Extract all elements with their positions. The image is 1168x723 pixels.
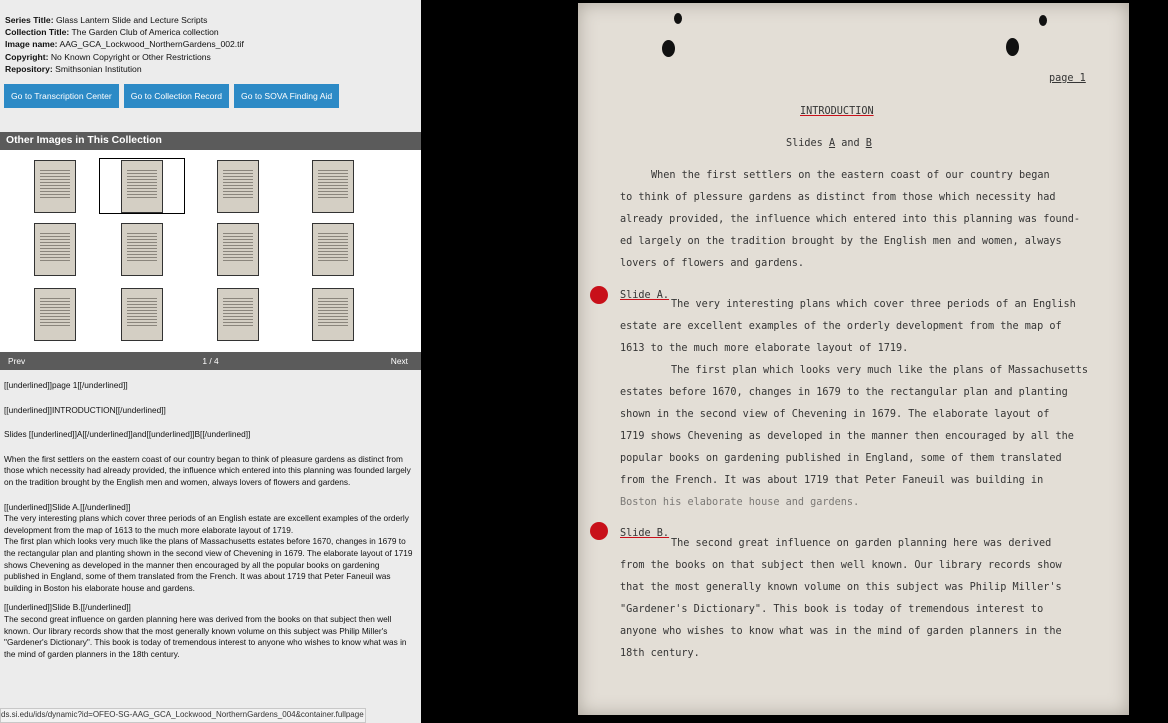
doc-line: The second great influence on garden planning here was derived <box>671 538 1052 549</box>
thumbnail-text-line <box>223 233 253 234</box>
thumbnail-text-line <box>40 239 70 240</box>
sova-finding-aid-button[interactable]: Go to SOVA Finding Aid <box>234 84 339 108</box>
thumbnail-text-line <box>40 313 70 314</box>
thumbnail-text-line <box>40 245 70 246</box>
doc-line: already provided, the influence which entered into this planning was found- <box>620 214 1081 225</box>
transcription-line: [[underlined]]page 1[[/underlined]] <box>4 380 128 390</box>
doc-line: popular books on gardening published in England, some of them translated <box>620 453 1062 464</box>
thumbnail-text-line <box>318 301 348 302</box>
thumbnail-text-line <box>127 191 157 192</box>
thumbnail-page-image <box>217 223 259 276</box>
thumbnail-text-line <box>127 251 157 252</box>
gallery-pager <box>0 352 421 370</box>
thumbnail-text-line <box>318 170 348 171</box>
thumbnail-text-line <box>318 257 348 258</box>
thumbnail-text-line <box>40 233 70 234</box>
image-name: Image name: AAG_GCA_Lockwood_NorthernGardens_002.tif <box>5 39 244 50</box>
thumbnail-text-line <box>40 197 70 198</box>
thumbnail-text-line <box>318 254 348 255</box>
thumbnail-text-line <box>223 194 253 195</box>
thumbnail-text-line <box>318 236 348 237</box>
thumbnail-text-line <box>40 248 70 249</box>
gallery-heading: Other Images in This Collection <box>0 132 421 150</box>
thumbnail-text-line <box>40 185 70 186</box>
thumbnail-text-line <box>223 325 253 326</box>
thumbnail-text-line <box>318 182 348 183</box>
thumbnail-text-line <box>223 260 253 261</box>
doc-slide-b-heading: Slide B. <box>620 528 670 539</box>
thumbnail-text-line <box>127 188 157 189</box>
next-page-button[interactable]: Next <box>390 356 408 366</box>
thumbnail-text-line <box>127 173 157 174</box>
transcription-paragraph: When the first settlers on the eastern coast of our country began to think of pleasure gardens as distinct from those which necessity had already provided, the influence which entered into this planning was founded largely on the tradition brought by the English men and women, always lovers of flowers and gardens. <box>4 453 411 487</box>
thumbnail-text-line <box>318 191 348 192</box>
thumbnail-text-line <box>318 313 348 314</box>
thumbnail-text-line <box>318 179 348 180</box>
repository: Repository: Smithsonian Institution <box>5 63 142 74</box>
doc-line: 18th century. <box>620 648 700 659</box>
thumbnail-page-image <box>121 288 163 341</box>
transcription-paragraph: [[underlined]]Slide B.[[/underlined]] The second great influence on garden planning here was derived from the books on that subject then well known. Our library records show that the most generally known volume on this subject was Philip Miller's "Gardener's Dictionary". This book is today of tremendous interest to anyone who wishes to know what was in the mind of garden planners in the 18th century. <box>4 602 407 659</box>
thumbnail-text-line <box>40 179 70 180</box>
series-title: Series Title: Glass Lantern Slide and Lecture Scripts <box>5 15 208 25</box>
thumbnail-page-image <box>312 223 354 276</box>
thumbnail-text-line <box>318 188 348 189</box>
punch-hole <box>662 40 675 57</box>
thumbnail-text-line <box>127 245 157 246</box>
thumbnail-text-line <box>127 182 157 183</box>
doc-line: from the books on that subject then well known. Our library records show <box>620 560 1062 571</box>
doc-line: lovers of flowers and gardens. <box>620 258 805 269</box>
thumbnail-text-line <box>127 319 157 320</box>
thumbnail-text-line <box>127 197 157 198</box>
thumbnail-text-line <box>318 319 348 320</box>
thumbnail-text-line <box>127 239 157 240</box>
thumbnail-page-image <box>34 288 76 341</box>
gallery-thumbnail[interactable] <box>12 286 98 342</box>
thumbnail-text-line <box>40 176 70 177</box>
thumbnail-text-line <box>127 322 157 323</box>
thumbnail-text-line <box>127 176 157 177</box>
doc-line: "Gardener's Dictionary". This book is today of tremendous interest to <box>620 604 1044 615</box>
thumbnail-text-line <box>318 260 348 261</box>
transcription-paragraph: [[underlined]]Slide A.[[/underlined]] The very interesting plans which cover three periods of an English estate are excellent examples of the orderly development from the map of 1613 to the much more elaborate layout of 1719. The first plan which looks very much like the plans of Massachusetts estates before 1670, changes in 1679 to the rectangular plan and planting shown in the second view of Chevening in 1679. The elaborate layout of 1719 shows Chevening as developed in the manner then encouraged by all the popular books on gardening published in England, some of them translated from the French. It was about 1719 that Peter Faneuil was building in Boston his elaborate house and gardens. <box>4 501 413 593</box>
doc-subtitle: Slides A and B <box>786 138 872 149</box>
thumbnail-page-image <box>34 223 76 276</box>
gallery-thumbnail[interactable] <box>99 221 185 277</box>
doc-line: The very interesting plans which cover three periods of an English <box>671 299 1076 310</box>
transcription-center-button[interactable]: Go to Transcription Center <box>4 84 119 108</box>
doc-line: to think of plessure gardens as distinct from those which necessity had <box>620 192 1056 203</box>
thumbnail-text-line <box>127 260 157 261</box>
thumbnail-text-line <box>40 188 70 189</box>
doc-line: ed largely on the tradition brought by the English men and women, always <box>620 236 1062 247</box>
thumbnail-text-line <box>40 173 70 174</box>
thumbnail-text-line <box>223 257 253 258</box>
thumbnail-text-line <box>127 304 157 305</box>
thumbnail-text-line <box>223 242 253 243</box>
thumbnail-text-line <box>318 298 348 299</box>
thumbnail-text-line <box>223 188 253 189</box>
thumbnail-text-line <box>318 233 348 234</box>
thumbnail-text-line <box>127 325 157 326</box>
gallery-thumbnail[interactable] <box>195 221 281 277</box>
thumbnail-text-line <box>40 304 70 305</box>
doc-line: The first plan which looks very much like the plans of Massachusetts <box>671 365 1089 376</box>
punch-hole <box>1039 15 1047 26</box>
doc-slide-a-heading: Slide A. <box>620 290 670 301</box>
thumbnail-page-image <box>312 288 354 341</box>
thumbnail-text-line <box>318 316 348 317</box>
thumbnail-text-line <box>223 185 253 186</box>
doc-line: 1719 shows Chevening as developed in the manner then encouraged by all the <box>620 431 1074 442</box>
thumbnail-text-line <box>127 257 157 258</box>
thumbnail-page-image <box>217 288 259 341</box>
thumbnail-text-line <box>223 319 253 320</box>
prev-page-button[interactable]: Prev <box>8 356 26 366</box>
thumbnail-text-line <box>223 251 253 252</box>
thumbnail-text-line <box>318 245 348 246</box>
thumbnail-text-line <box>127 194 157 195</box>
thumbnail-page-image <box>121 223 163 276</box>
transcription-line: [[underlined]]INTRODUCTION[[/underlined]] <box>4 404 166 415</box>
punch-hole <box>674 13 682 24</box>
thumbnail-text-line <box>318 304 348 305</box>
image-viewer[interactable] <box>421 0 1168 723</box>
thumbnail-text-line <box>40 307 70 308</box>
thumbnail-text-line <box>318 194 348 195</box>
thumbnail-text-line <box>127 316 157 317</box>
gallery-thumbnail[interactable] <box>195 286 281 342</box>
thumbnail-text-line <box>318 176 348 177</box>
gallery-thumbnail[interactable] <box>195 158 281 214</box>
gallery-thumbnail[interactable] <box>12 158 98 214</box>
thumbnail-text-line <box>40 316 70 317</box>
gallery-thumbnail[interactable] <box>99 158 185 214</box>
red-marker-dot <box>590 286 608 304</box>
thumbnail-text-line <box>318 322 348 323</box>
thumbnail-page-image <box>312 160 354 213</box>
thumbnail-text-line <box>127 242 157 243</box>
thumbnail-text-line <box>318 239 348 240</box>
thumbnail-text-line <box>223 173 253 174</box>
gallery-thumbnail[interactable] <box>290 221 376 277</box>
metadata-block <box>0 0 421 75</box>
thumbnail-text-line <box>127 310 157 311</box>
thumbnail-text-line <box>40 182 70 183</box>
thumbnail-text-line <box>223 304 253 305</box>
action-buttons <box>4 84 339 108</box>
thumbnail-text-line <box>223 176 253 177</box>
doc-line: 1613 to the much more elaborate layout of 1719. <box>620 343 909 354</box>
doc-line: estate are excellent examples of the orderly development from the map of <box>620 321 1062 332</box>
thumbnail-text-line <box>40 301 70 302</box>
thumbnail-text-line <box>223 307 253 308</box>
gallery-thumbnail[interactable] <box>12 221 98 277</box>
thumbnail-text-line <box>223 322 253 323</box>
thumbnail-text-line <box>223 236 253 237</box>
gallery-thumbnail[interactable] <box>290 158 376 214</box>
thumbnail-text-line <box>223 191 253 192</box>
thumbnail-text-line <box>127 179 157 180</box>
thumbnail-text-line <box>223 239 253 240</box>
page-count: 1 / 4 <box>202 356 219 366</box>
thumbnail-text-line <box>223 170 253 171</box>
gallery-thumbnail[interactable] <box>99 286 185 342</box>
thumbnail-text-line <box>127 313 157 314</box>
collection-title: Collection Title: The Garden Club of America collection <box>5 27 219 38</box>
thumbnail-text-line <box>223 179 253 180</box>
thumbnail-text-line <box>223 316 253 317</box>
doc-page-label: page 1 <box>1049 73 1086 84</box>
thumbnail-text-line <box>40 236 70 237</box>
thumbnail-text-line <box>127 298 157 299</box>
thumbnail-text-line <box>40 257 70 258</box>
thumbnail-text-line <box>40 260 70 261</box>
thumbnail-page-image <box>34 160 76 213</box>
thumbnail-text-line <box>318 185 348 186</box>
thumbnail-text-line <box>223 248 253 249</box>
thumbnail-text-line <box>40 319 70 320</box>
thumbnail-text-line <box>40 322 70 323</box>
thumbnail-page-image <box>217 160 259 213</box>
doc-title: INTRODUCTION <box>800 106 874 117</box>
transcription-text <box>4 380 414 668</box>
thumbnail-text-line <box>127 301 157 302</box>
thumbnail-text-line <box>40 298 70 299</box>
thumbnail-text-line <box>40 254 70 255</box>
info-panel <box>0 0 421 723</box>
thumbnail-text-line <box>127 233 157 234</box>
transcription-line: Slides [[underlined]]A[[/underlined]]and[[underlined]]B[[/underlined]] <box>4 429 251 440</box>
doc-line: from the French. It was about 1719 that Peter Faneuil was building in <box>620 475 1044 486</box>
thumbnail-page-image <box>121 160 163 213</box>
thumbnail-text-line <box>40 310 70 311</box>
document-page <box>578 3 1129 715</box>
thumbnail-text-line <box>318 307 348 308</box>
thumbnail-text-line <box>318 173 348 174</box>
thumbnail-text-line <box>40 170 70 171</box>
thumbnail-text-line <box>223 254 253 255</box>
thumbnail-text-line <box>318 242 348 243</box>
doc-line: When the first settlers on the eastern coast of our country began <box>651 170 1050 181</box>
thumbnail-text-line <box>40 242 70 243</box>
thumbnail-gallery <box>0 150 421 352</box>
doc-line: that the most generally known volume on this subject was Philip Miller's <box>620 582 1062 593</box>
thumbnail-text-line <box>318 325 348 326</box>
doc-line: anyone who wishes to know what was in the mind of garden planners in the <box>620 626 1062 637</box>
thumbnail-text-line <box>318 310 348 311</box>
thumbnail-text-line <box>127 307 157 308</box>
thumbnail-text-line <box>223 310 253 311</box>
thumbnail-text-line <box>127 248 157 249</box>
copyright: Copyright: No Known Copyright or Other Restrictions <box>5 51 211 62</box>
doc-line: shown in the second view of Chevening in 1679. The elaborate layout of <box>620 409 1050 420</box>
thumbnail-text-line <box>40 194 70 195</box>
thumbnail-text-line <box>223 313 253 314</box>
thumbnail-text-line <box>318 248 348 249</box>
thumbnail-text-line <box>223 197 253 198</box>
thumbnail-text-line <box>223 182 253 183</box>
doc-line: Boston his elaborate house and gardens. <box>620 497 860 508</box>
thumbnail-text-line <box>223 298 253 299</box>
thumbnail-text-line <box>127 254 157 255</box>
gallery-thumbnail[interactable] <box>290 286 376 342</box>
thumbnail-text-line <box>127 185 157 186</box>
thumbnail-text-line <box>40 325 70 326</box>
thumbnail-text-line <box>127 236 157 237</box>
thumbnail-text-line <box>318 251 348 252</box>
punch-hole <box>1006 38 1019 56</box>
red-marker-dot <box>590 522 608 540</box>
collection-record-button[interactable]: Go to Collection Record <box>124 84 229 108</box>
thumbnail-text-line <box>223 245 253 246</box>
doc-line: estates before 1670, changes in 1679 to the rectangular plan and planting <box>620 387 1068 398</box>
status-bar-url: ds.si.edu/ids/dynamic?id=OFEO-SG-AAG_GCA_Lockwood_NorthernGardens_004&container.fullpage <box>0 708 366 723</box>
thumbnail-text-line <box>318 197 348 198</box>
thumbnail-text-line <box>127 170 157 171</box>
thumbnail-text-line <box>40 191 70 192</box>
thumbnail-text-line <box>40 251 70 252</box>
thumbnail-text-line <box>223 301 253 302</box>
